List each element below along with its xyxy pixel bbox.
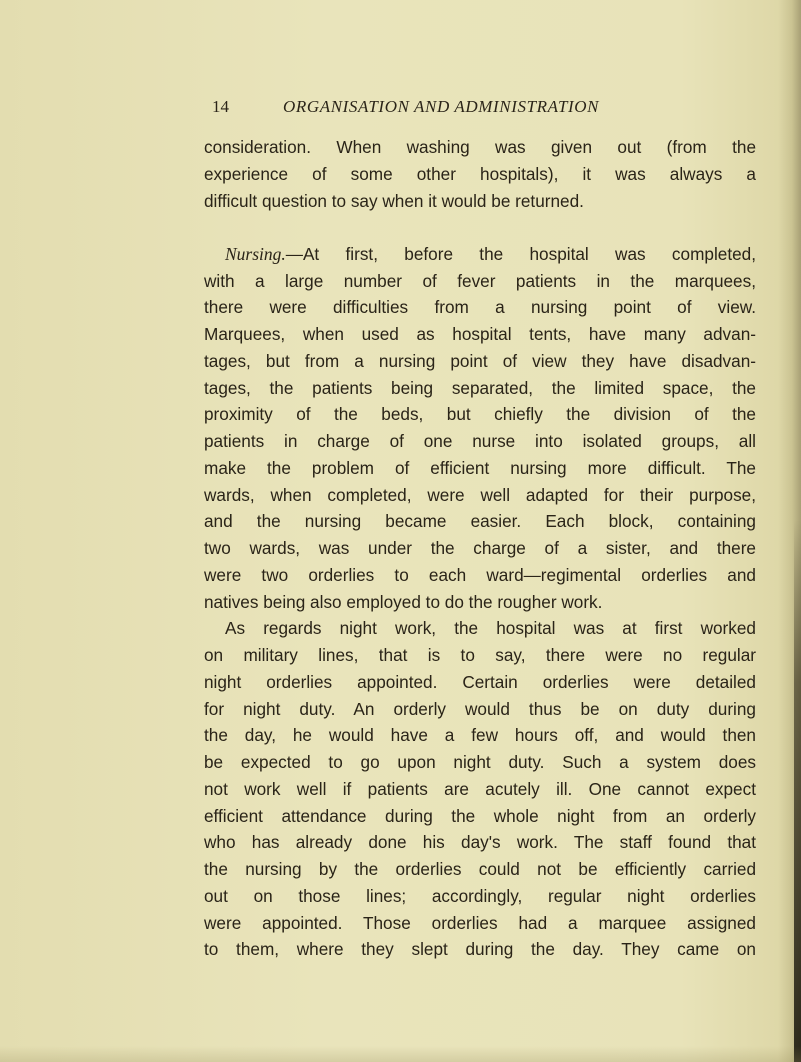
text-line: there were difficulties from a nursing point of view. bbox=[204, 297, 756, 318]
text-line: tages, but from a nursing point of view they have disadvan- bbox=[204, 350, 756, 371]
paragraph-nursing bbox=[204, 241, 756, 616]
text-line: the nursing by the orderlies could not be efficiently carried bbox=[204, 859, 756, 879]
text-line: to them, where they slept during the day. They came on bbox=[204, 939, 756, 960]
text-line: two wards, was under the charge of a sister, and there bbox=[204, 538, 756, 558]
text-line: night orderlies appointed. Certain orderlies were detailed bbox=[204, 671, 756, 692]
text-line: and the nursing became easier. Each block, containing bbox=[204, 511, 756, 532]
text-line: were appointed. Those orderlies had a marquee assigned bbox=[204, 912, 756, 933]
text-line-rest: —At first, before the hospital was completed, bbox=[285, 243, 756, 264]
running-title: ORGANISATION AND ADMINISTRATION bbox=[283, 97, 600, 116]
page-header bbox=[212, 92, 752, 122]
text-line: natives being also employed to do the rougher work. bbox=[204, 591, 603, 612]
section-subhead-nursing: Nursing. bbox=[225, 243, 286, 264]
text-line: wards, when completed, were well adapted for their purpose, bbox=[204, 484, 756, 505]
text-line: tages, the patients being separated, the limited space, the bbox=[204, 377, 756, 398]
paragraph-washing bbox=[204, 134, 756, 214]
page-number: 14 bbox=[212, 97, 229, 116]
text-line: who has already done his day's work. The staff found that bbox=[204, 832, 756, 853]
text-line: experience of some other hospitals), it was always a bbox=[204, 163, 756, 184]
page-edge-binding-shadow bbox=[794, 520, 801, 1062]
paragraph-gap bbox=[204, 214, 756, 241]
text-line: patients in charge of one nurse into isolated groups, all bbox=[204, 431, 756, 451]
text-line: the day, he would have a few hours off, and would then bbox=[204, 725, 756, 746]
text-line-with-subhead bbox=[204, 241, 756, 268]
text-line: consideration. When washing was given out (from the bbox=[204, 137, 756, 157]
text-line: efficient attendance during the whole night from an orderly bbox=[204, 805, 756, 826]
text-line: not work well if patients are acutely ill. One cannot expect bbox=[204, 778, 756, 799]
text-line: with a large number of fever patients in the marquees, bbox=[204, 270, 756, 291]
text-line: on military lines, that is to say, there were no regular bbox=[204, 645, 756, 665]
paragraph-night-work bbox=[204, 615, 756, 963]
text-line: Marquees, when used as hospital tents, have many advan- bbox=[204, 324, 756, 344]
text-line: make the problem of efficient nursing more difficult. The bbox=[204, 457, 756, 478]
text-line: out on those lines; accordingly, regular night orderlies bbox=[204, 885, 756, 906]
text-line: for night duty. An orderly would thus be on duty during bbox=[204, 698, 756, 719]
text-line: were two orderlies to each ward—regimental orderlies and bbox=[204, 564, 756, 585]
text-line: proximity of the beds, but chiefly the division of the bbox=[204, 404, 756, 425]
body-text bbox=[204, 134, 756, 963]
text-line: As regards night work, the hospital was at first worked bbox=[225, 618, 756, 639]
page-bottom-shade bbox=[0, 1046, 801, 1062]
text-line: difficult question to say when it would be returned. bbox=[204, 190, 584, 211]
text-line: be expected to go upon night duty. Such a system does bbox=[204, 752, 756, 772]
